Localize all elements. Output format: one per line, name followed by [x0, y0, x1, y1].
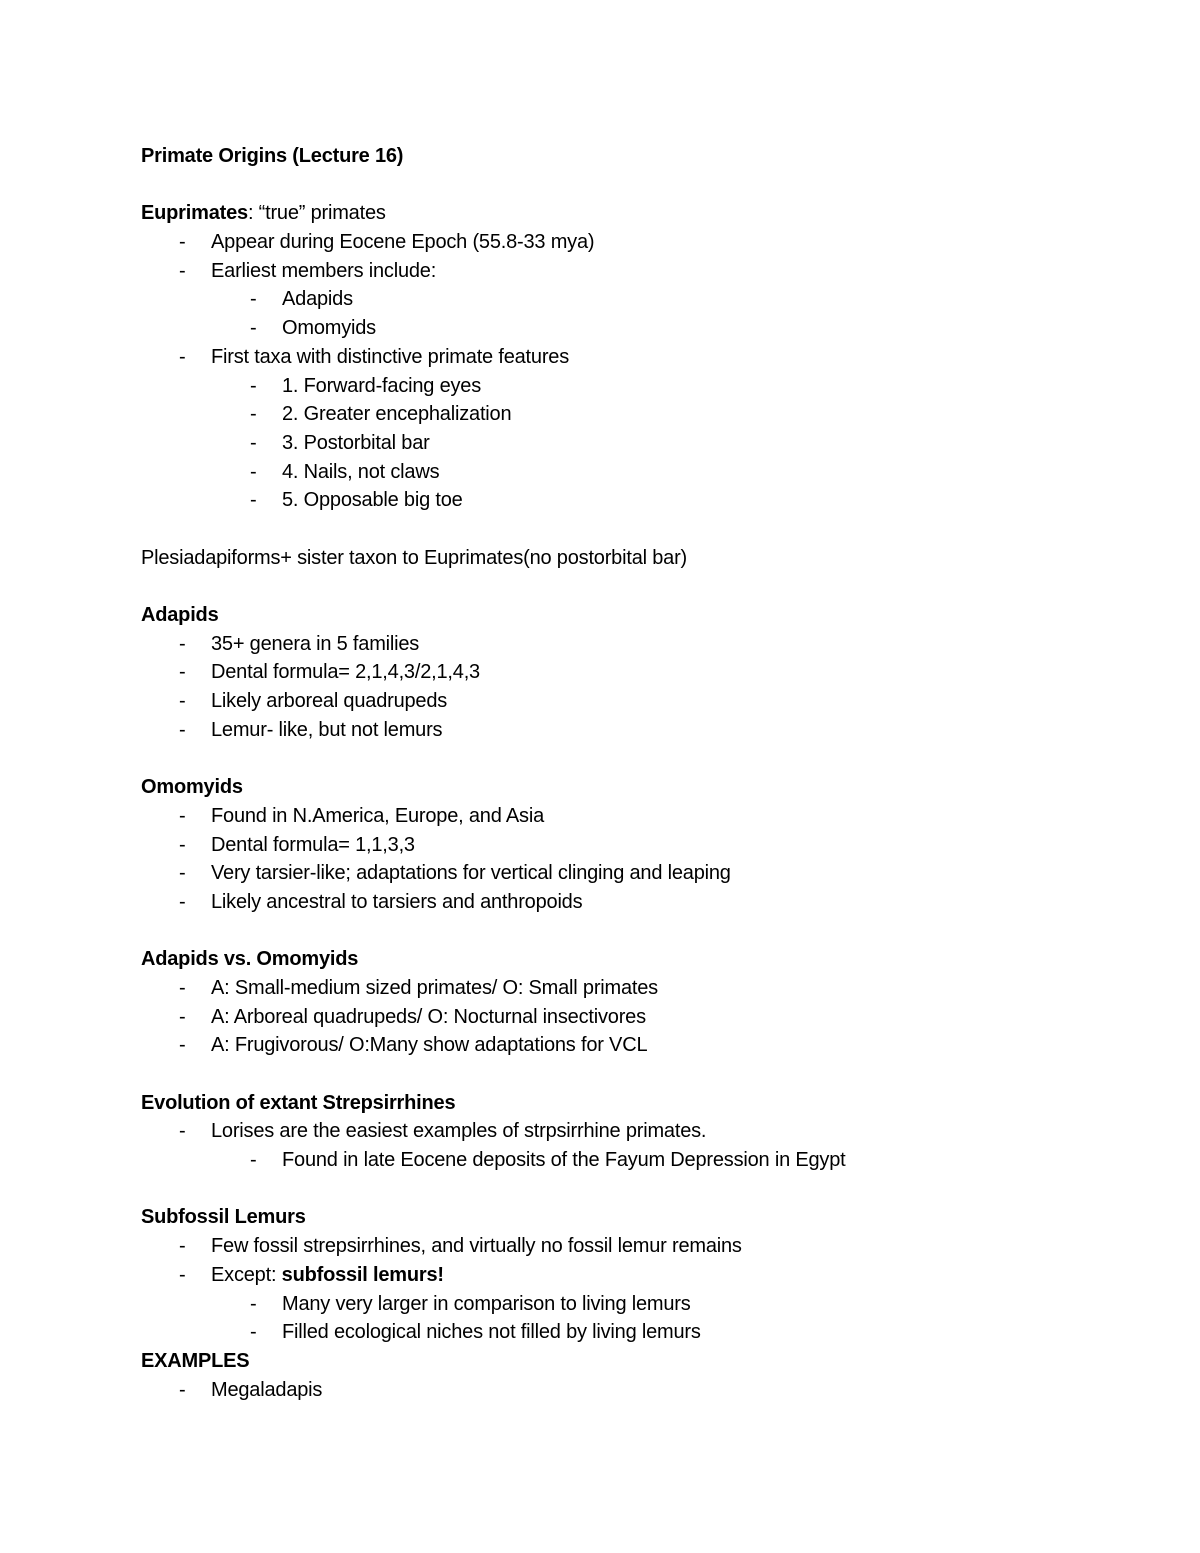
document-body — [141, 142, 1121, 1404]
examples-heading: EXAMPLES — [141, 1349, 250, 1372]
list-item — [141, 716, 1121, 745]
list-item-text: Megaladapis — [211, 1378, 323, 1401]
bullet-dash: - — [179, 661, 186, 684]
euprimates-description: : “true” primates — [247, 202, 386, 225]
comparison-heading: Adapids vs. Omomyids — [141, 948, 359, 971]
list-item-text: Few fossil strepsirrhines, and virtually no fossil lemur remains — [211, 1235, 742, 1258]
spacer — [141, 917, 1121, 946]
bullet-dash: - — [179, 890, 186, 913]
list-item-text: Very tarsier-like; adaptations for vertical clinging and leaping — [211, 862, 731, 885]
list-item — [141, 802, 1121, 831]
list-item-text: Found in late Eocene deposits of the Fayum Depression in Egypt — [282, 1149, 846, 1172]
bullet-dash: - — [179, 1235, 186, 1258]
bullet-dash: - — [250, 431, 257, 454]
spacer — [141, 572, 1121, 601]
list-item-text: A: Frugivorous/ O:Many show adaptations for VCL — [211, 1034, 648, 1057]
bullet-dash: - — [250, 374, 257, 397]
bullet-dash: - — [179, 804, 186, 827]
list-item-text: Adapids — [282, 288, 353, 311]
list-item-text: Many very larger in comparison to living lemurs — [282, 1292, 691, 1315]
list-item-text: 3. Postorbital bar — [282, 431, 430, 454]
bullet-dash: - — [179, 1034, 186, 1057]
list-item — [141, 314, 1121, 343]
bullet-dash: - — [179, 718, 186, 741]
list-item — [141, 658, 1121, 687]
list-item-text: Found in N.America, Europe, and Asia — [211, 804, 544, 827]
spacer — [141, 744, 1121, 773]
list-item — [141, 228, 1121, 257]
list-item-text: A: Arboreal quadrupeds/ O: Nocturnal insectivores — [211, 1005, 646, 1028]
list-item — [141, 1031, 1121, 1060]
bullet-dash: - — [179, 632, 186, 655]
list-item — [141, 372, 1121, 401]
list-item-text: Dental formula= 1,1,3,3 — [211, 833, 415, 856]
list-item-text: 5. Opposable big toe — [282, 489, 463, 512]
subfossil-heading: Subfossil Lemurs — [141, 1206, 306, 1229]
bullet-dash: - — [179, 1263, 186, 1286]
spacer — [141, 1175, 1121, 1204]
list-item-text: Likely ancestral to tarsiers and anthropoids — [211, 890, 583, 913]
list-item-text: Appear during Eocene Epoch (55.8-33 mya) — [211, 231, 595, 254]
list-item — [141, 1290, 1121, 1319]
list-item — [141, 257, 1121, 286]
bullet-dash: - — [250, 1321, 257, 1344]
list-item — [141, 1146, 1121, 1175]
list-item-text: 4. Nails, not claws — [282, 460, 440, 483]
bullet-dash: - — [250, 403, 257, 426]
bullet-dash: - — [179, 862, 186, 885]
list-item-text: Likely arboreal quadrupeds — [211, 690, 448, 713]
bullet-dash: - — [179, 1120, 186, 1143]
list-item — [141, 1318, 1121, 1347]
list-item-text: Omomyids — [282, 317, 376, 340]
except-prefix: Except: — [211, 1263, 282, 1286]
list-item — [141, 1376, 1121, 1405]
list-item — [141, 1003, 1121, 1032]
bullet-dash: - — [179, 1005, 186, 1028]
list-item-text: 1. Forward-facing eyes — [282, 374, 482, 397]
list-item — [141, 486, 1121, 515]
list-item-text: 2. Greater encephalization — [282, 403, 512, 426]
list-item-text: A: Small-medium sized primates/ O: Small primates — [211, 976, 658, 999]
euprimates-heading — [141, 199, 1121, 228]
list-item — [141, 630, 1121, 659]
list-item — [141, 687, 1121, 716]
bullet-dash: - — [179, 833, 186, 856]
bullet-dash: - — [179, 259, 186, 282]
bullet-dash: - — [250, 1149, 257, 1172]
list-item — [141, 888, 1121, 917]
bullet-dash: - — [250, 317, 257, 340]
list-item-text: Earliest members include: — [211, 259, 437, 282]
list-item-text: Filled ecological niches not filled by living lemurs — [282, 1321, 701, 1344]
page-title: Primate Origins (Lecture 16) — [141, 145, 404, 167]
bullet-dash: - — [179, 345, 186, 368]
omomyids-heading: Omomyids — [141, 776, 243, 799]
bullet-dash: - — [179, 1378, 186, 1401]
list-item — [141, 1117, 1121, 1146]
list-item-text: Lemur- like, but not lemurs — [211, 718, 443, 741]
bullet-dash: - — [250, 288, 257, 311]
list-item — [141, 429, 1121, 458]
list-item — [141, 974, 1121, 1003]
bullet-dash: - — [250, 1292, 257, 1315]
list-item-text: Lorises are the easiest examples of strpsirrhine primates. — [211, 1120, 707, 1143]
adapids-heading: Adapids — [141, 604, 219, 626]
bullet-dash: - — [250, 489, 257, 512]
list-item — [141, 1232, 1121, 1261]
list-item-text: 35+ genera in 5 families — [211, 632, 420, 655]
spacer — [141, 171, 1121, 200]
list-item — [141, 400, 1121, 429]
plesiadapiforms-note: Plesiadapiforms+ sister taxon to Euprimates(no postorbital bar) — [141, 546, 687, 569]
list-item — [141, 1261, 1121, 1290]
list-item — [141, 458, 1121, 487]
list-item-text: First taxa with distinctive primate features — [211, 345, 569, 368]
list-item — [141, 343, 1121, 372]
list-item — [141, 859, 1121, 888]
bullet-dash: - — [179, 976, 186, 999]
euprimates-label: Euprimates — [141, 202, 248, 225]
bullet-dash: - — [179, 231, 186, 254]
bullet-dash: - — [179, 690, 186, 713]
spacer — [141, 1060, 1121, 1089]
bullet-dash: - — [250, 460, 257, 483]
strepsirrhines-heading: Evolution of extant Strepsirrhines — [141, 1091, 456, 1114]
spacer — [141, 515, 1121, 544]
list-item — [141, 285, 1121, 314]
list-item — [141, 831, 1121, 860]
except-bold-text: subfossil lemurs! — [281, 1263, 444, 1286]
list-item-text: Dental formula= 2,1,4,3/2,1,4,3 — [211, 661, 480, 684]
